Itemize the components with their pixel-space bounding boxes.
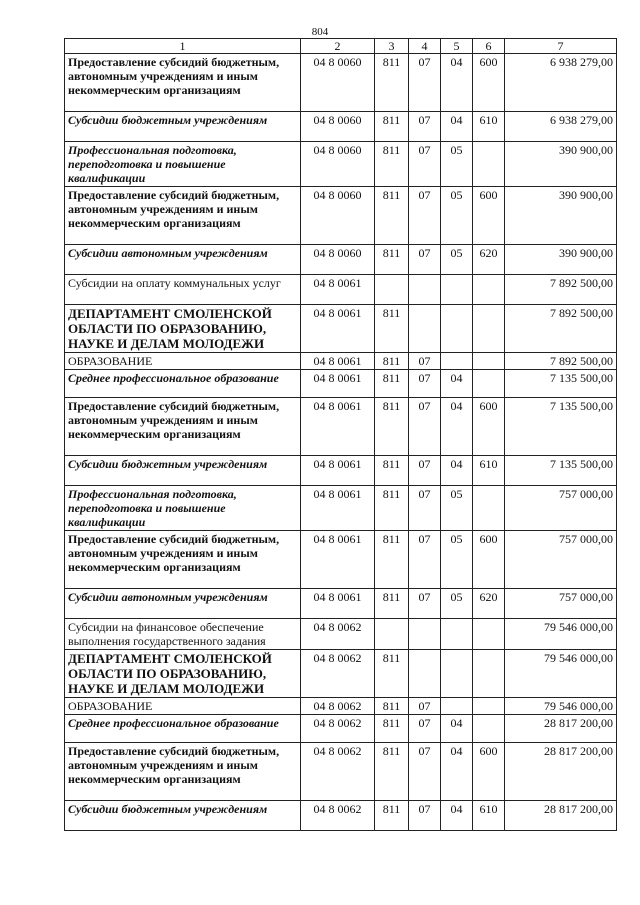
row-pr-cell: 05 bbox=[441, 589, 473, 619]
row-code-cell: 04 8 0061 bbox=[301, 456, 375, 486]
row-sum-cell: 28 817 200,00 bbox=[505, 715, 617, 743]
row-code-cell: 04 8 0061 bbox=[301, 275, 375, 305]
row-ved-cell: 811 bbox=[375, 112, 409, 142]
row-vr-cell: 600 bbox=[473, 743, 505, 801]
row-pr-cell: 04 bbox=[441, 398, 473, 456]
row-code-cell: 04 8 0060 bbox=[301, 187, 375, 245]
row-code-cell: 04 8 0062 bbox=[301, 650, 375, 698]
row-name-cell: Предоставление субсидий бюджетным, автономным учреждениям и иным некоммерческим организациям bbox=[65, 531, 301, 589]
row-ved-cell: 811 bbox=[375, 743, 409, 801]
row-pr-cell bbox=[441, 305, 473, 353]
table-row bbox=[65, 650, 617, 698]
row-rz-cell bbox=[409, 305, 441, 353]
table-row bbox=[65, 142, 617, 187]
row-code-cell: 04 8 0062 bbox=[301, 715, 375, 743]
row-vr-cell bbox=[473, 486, 505, 531]
row-rz-cell: 07 bbox=[409, 353, 441, 370]
row-vr-cell: 600 bbox=[473, 187, 505, 245]
row-vr-cell: 600 bbox=[473, 54, 505, 112]
row-vr-cell bbox=[473, 698, 505, 715]
row-name-cell: Профессиональная подготовка, переподготовка и повышение квалификации bbox=[65, 486, 301, 531]
row-rz-cell: 07 bbox=[409, 589, 441, 619]
row-name-cell: Предоставление субсидий бюджетным, автономным учреждениям и иным некоммерческим организациям bbox=[65, 398, 301, 456]
row-ved-cell: 811 bbox=[375, 54, 409, 112]
row-name-cell: ОБРАЗОВАНИЕ bbox=[65, 353, 301, 370]
row-name-cell: Субсидии бюджетным учреждениям bbox=[65, 456, 301, 486]
row-ved-cell: 811 bbox=[375, 589, 409, 619]
row-name-cell: ДЕПАРТАМЕНТ СМОЛЕНСКОЙ ОБЛАСТИ ПО ОБРАЗОВАНИЮ, НАУКЕ И ДЕЛАМ МОЛОДЕЖИ bbox=[65, 305, 301, 353]
row-rz-cell: 07 bbox=[409, 142, 441, 187]
row-vr-cell: 600 bbox=[473, 531, 505, 589]
row-vr-cell: 610 bbox=[473, 801, 505, 831]
row-sum-cell: 28 817 200,00 bbox=[505, 801, 617, 831]
row-ved-cell: 811 bbox=[375, 305, 409, 353]
row-ved-cell: 811 bbox=[375, 370, 409, 398]
row-ved-cell: 811 bbox=[375, 715, 409, 743]
row-code-cell: 04 8 0062 bbox=[301, 801, 375, 831]
table-row bbox=[65, 715, 617, 743]
row-rz-cell: 07 bbox=[409, 187, 441, 245]
row-rz-cell bbox=[409, 275, 441, 305]
row-name-cell: Среднее профессиональное образование bbox=[65, 715, 301, 743]
row-sum-cell: 757 000,00 bbox=[505, 531, 617, 589]
row-vr-cell: 620 bbox=[473, 245, 505, 275]
col-header-vr: 6 bbox=[473, 39, 505, 54]
row-code-cell: 04 8 0061 bbox=[301, 398, 375, 456]
page-number: 804 bbox=[311, 26, 329, 38]
row-vr-cell bbox=[473, 142, 505, 187]
row-code-cell: 04 8 0061 bbox=[301, 589, 375, 619]
row-rz-cell: 07 bbox=[409, 715, 441, 743]
table-row bbox=[65, 370, 617, 398]
row-vr-cell: 610 bbox=[473, 112, 505, 142]
table-row bbox=[65, 698, 617, 715]
row-ved-cell: 811 bbox=[375, 486, 409, 531]
row-pr-cell: 04 bbox=[441, 801, 473, 831]
table-row bbox=[65, 275, 617, 305]
row-name-cell: Субсидии на оплату коммунальных услуг bbox=[65, 275, 301, 305]
row-vr-cell bbox=[473, 650, 505, 698]
row-vr-cell bbox=[473, 275, 505, 305]
row-pr-cell: 05 bbox=[441, 187, 473, 245]
table-row bbox=[65, 187, 617, 245]
row-sum-cell: 7 892 500,00 bbox=[505, 353, 617, 370]
table-row bbox=[65, 398, 617, 456]
row-sum-cell: 79 546 000,00 bbox=[505, 698, 617, 715]
table-row bbox=[65, 619, 617, 650]
row-pr-cell: 04 bbox=[441, 456, 473, 486]
row-ved-cell: 811 bbox=[375, 698, 409, 715]
row-rz-cell: 07 bbox=[409, 54, 441, 112]
row-vr-cell bbox=[473, 305, 505, 353]
row-pr-cell: 04 bbox=[441, 370, 473, 398]
row-vr-cell bbox=[473, 353, 505, 370]
row-name-cell: Предоставление субсидий бюджетным, автономным учреждениям и иным некоммерческим организациям bbox=[65, 187, 301, 245]
row-rz-cell: 07 bbox=[409, 112, 441, 142]
row-sum-cell: 757 000,00 bbox=[505, 589, 617, 619]
table-row bbox=[65, 305, 617, 353]
row-sum-cell: 28 817 200,00 bbox=[505, 743, 617, 801]
row-rz-cell: 07 bbox=[409, 531, 441, 589]
row-name-cell: ОБРАЗОВАНИЕ bbox=[65, 698, 301, 715]
row-rz-cell: 07 bbox=[409, 456, 441, 486]
row-name-cell: Предоставление субсидий бюджетным, автономным учреждениям и иным некоммерческим организациям bbox=[65, 54, 301, 112]
row-sum-cell: 390 900,00 bbox=[505, 245, 617, 275]
row-pr-cell: 04 bbox=[441, 743, 473, 801]
row-pr-cell bbox=[441, 275, 473, 305]
row-name-cell: Среднее профессиональное образование bbox=[65, 370, 301, 398]
row-vr-cell: 610 bbox=[473, 456, 505, 486]
row-sum-cell: 7 135 500,00 bbox=[505, 370, 617, 398]
row-pr-cell bbox=[441, 619, 473, 650]
row-name-cell: Субсидии бюджетным учреждениям bbox=[65, 112, 301, 142]
col-header-code: 2 bbox=[301, 39, 375, 54]
row-name-cell: Профессиональная подготовка, переподготовка и повышение квалификации bbox=[65, 142, 301, 187]
row-ved-cell: 811 bbox=[375, 353, 409, 370]
row-pr-cell bbox=[441, 650, 473, 698]
row-code-cell: 04 8 0061 bbox=[301, 531, 375, 589]
row-name-cell: ДЕПАРТАМЕНТ СМОЛЕНСКОЙ ОБЛАСТИ ПО ОБРАЗОВАНИЮ, НАУКЕ И ДЕЛАМ МОЛОДЕЖИ bbox=[65, 650, 301, 698]
row-vr-cell: 620 bbox=[473, 589, 505, 619]
row-ved-cell bbox=[375, 619, 409, 650]
table-row bbox=[65, 245, 617, 275]
row-vr-cell: 600 bbox=[473, 398, 505, 456]
row-sum-cell: 7 135 500,00 bbox=[505, 456, 617, 486]
row-ved-cell: 811 bbox=[375, 650, 409, 698]
table-row bbox=[65, 743, 617, 801]
table-row bbox=[65, 353, 617, 370]
row-ved-cell: 811 bbox=[375, 142, 409, 187]
row-ved-cell bbox=[375, 275, 409, 305]
row-sum-cell: 390 900,00 bbox=[505, 142, 617, 187]
row-rz-cell: 07 bbox=[409, 698, 441, 715]
row-code-cell: 04 8 0060 bbox=[301, 142, 375, 187]
row-code-cell: 04 8 0060 bbox=[301, 112, 375, 142]
row-ved-cell: 811 bbox=[375, 801, 409, 831]
col-header-name: 1 bbox=[65, 39, 301, 54]
table-row bbox=[65, 112, 617, 142]
row-sum-cell: 6 938 279,00 bbox=[505, 112, 617, 142]
col-header-pr: 5 bbox=[441, 39, 473, 54]
header-row bbox=[65, 39, 617, 54]
row-pr-cell: 04 bbox=[441, 54, 473, 112]
row-name-cell: Предоставление субсидий бюджетным, автономным учреждениям и иным некоммерческим организациям bbox=[65, 743, 301, 801]
row-code-cell: 04 8 0061 bbox=[301, 353, 375, 370]
table-row bbox=[65, 54, 617, 112]
row-pr-cell: 04 bbox=[441, 112, 473, 142]
table-row bbox=[65, 589, 617, 619]
row-rz-cell bbox=[409, 619, 441, 650]
row-ved-cell: 811 bbox=[375, 531, 409, 589]
row-code-cell: 04 8 0062 bbox=[301, 743, 375, 801]
row-pr-cell: 04 bbox=[441, 715, 473, 743]
table-row bbox=[65, 456, 617, 486]
row-sum-cell: 7 892 500,00 bbox=[505, 275, 617, 305]
row-rz-cell: 07 bbox=[409, 370, 441, 398]
row-name-cell: Субсидии автономным учреждениям bbox=[65, 245, 301, 275]
row-pr-cell: 05 bbox=[441, 142, 473, 187]
row-vr-cell bbox=[473, 715, 505, 743]
row-sum-cell: 390 900,00 bbox=[505, 187, 617, 245]
row-ved-cell: 811 bbox=[375, 187, 409, 245]
row-sum-cell: 79 546 000,00 bbox=[505, 619, 617, 650]
col-header-rz: 4 bbox=[409, 39, 441, 54]
row-ved-cell: 811 bbox=[375, 245, 409, 275]
row-code-cell: 04 8 0062 bbox=[301, 619, 375, 650]
row-vr-cell bbox=[473, 619, 505, 650]
row-sum-cell: 79 546 000,00 bbox=[505, 650, 617, 698]
row-code-cell: 04 8 0061 bbox=[301, 486, 375, 531]
row-code-cell: 04 8 0060 bbox=[301, 54, 375, 112]
row-name-cell: Субсидии на финансовое обеспечение выполнения государственного задания bbox=[65, 619, 301, 650]
table-row bbox=[65, 531, 617, 589]
row-name-cell: Субсидии бюджетным учреждениям bbox=[65, 801, 301, 831]
row-ved-cell: 811 bbox=[375, 398, 409, 456]
table-row bbox=[65, 801, 617, 831]
row-pr-cell: 05 bbox=[441, 486, 473, 531]
row-sum-cell: 7 892 500,00 bbox=[505, 305, 617, 353]
col-header-sum: 7 bbox=[505, 39, 617, 54]
row-rz-cell: 07 bbox=[409, 743, 441, 801]
row-name-cell: Субсидии автономным учреждениям bbox=[65, 589, 301, 619]
row-code-cell: 04 8 0061 bbox=[301, 305, 375, 353]
row-rz-cell: 07 bbox=[409, 245, 441, 275]
row-rz-cell: 07 bbox=[409, 398, 441, 456]
row-rz-cell: 07 bbox=[409, 486, 441, 531]
row-rz-cell bbox=[409, 650, 441, 698]
row-pr-cell bbox=[441, 698, 473, 715]
col-header-ved: 3 bbox=[375, 39, 409, 54]
row-code-cell: 04 8 0062 bbox=[301, 698, 375, 715]
row-pr-cell: 05 bbox=[441, 531, 473, 589]
row-code-cell: 04 8 0060 bbox=[301, 245, 375, 275]
row-sum-cell: 7 135 500,00 bbox=[505, 398, 617, 456]
table-row bbox=[65, 486, 617, 531]
budget-table bbox=[64, 38, 617, 831]
row-vr-cell bbox=[473, 370, 505, 398]
row-pr-cell bbox=[441, 353, 473, 370]
row-rz-cell: 07 bbox=[409, 801, 441, 831]
row-code-cell: 04 8 0061 bbox=[301, 370, 375, 398]
row-sum-cell: 757 000,00 bbox=[505, 486, 617, 531]
row-ved-cell: 811 bbox=[375, 456, 409, 486]
row-pr-cell: 05 bbox=[441, 245, 473, 275]
row-sum-cell: 6 938 279,00 bbox=[505, 54, 617, 112]
